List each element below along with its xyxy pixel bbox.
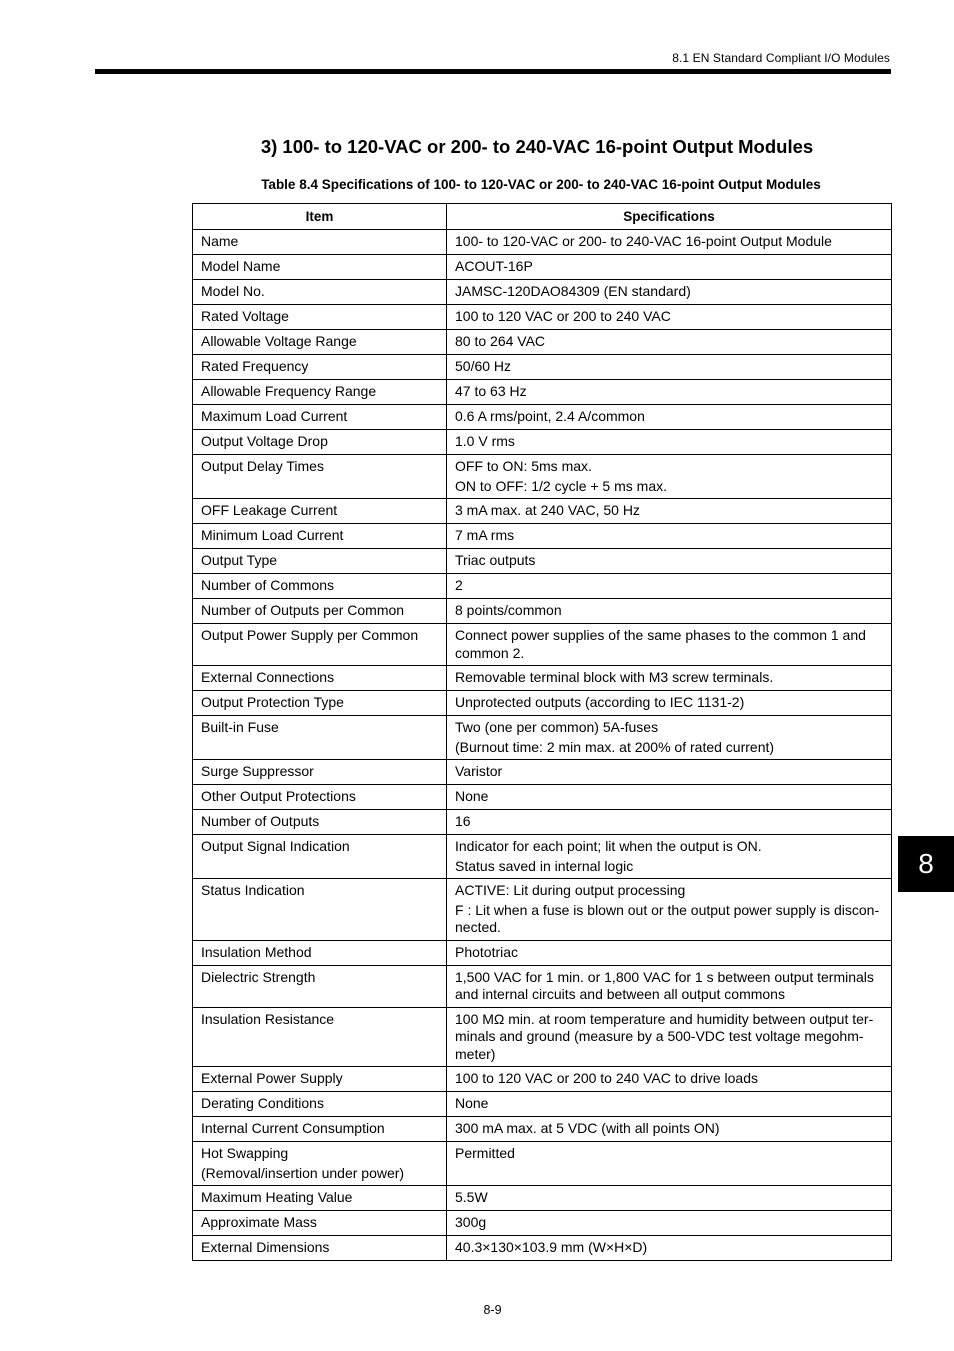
item-cell [193,1117,447,1142]
spec-text: 40.3×130×103.9 mm (W×H×D) [455,1239,648,1255]
item-cell [193,835,447,879]
item-cell [193,230,447,255]
item-text: Maximum Load Current [201,408,348,424]
item-cell [193,499,447,524]
item-text: Model No. [201,283,265,299]
table-row [193,785,892,810]
spec-cell [447,380,892,405]
item-text: Minimum Load Current [201,527,344,543]
item-text: Internal Current Consumption [201,1120,385,1136]
item-text: Status Indication [201,882,305,898]
table-row [193,524,892,549]
spec-cell [447,355,892,380]
spec-cell [447,666,892,691]
spec-text: Connect power supplies of the same phases to the common 1 and common 2. [455,627,866,661]
spec-cell [447,940,892,965]
page-number: 8-9 [483,1303,502,1317]
item-cell [193,1092,447,1117]
spec-text: 16 [455,813,471,829]
table-row [193,716,892,760]
item-cell [193,879,447,941]
spec-text: ON to OFF: 1/2 cycle + 5 ms max. [455,477,667,494]
spec-text: 1.0 V rms [455,433,515,449]
item-cell [193,330,447,355]
table-row [193,549,892,574]
table-row [193,1007,892,1067]
table-header-row [193,204,892,230]
item-text: Name [201,233,239,249]
item-cell [193,810,447,835]
item-text: Output Type [201,552,278,568]
item-text: Allowable Frequency Range [201,383,377,399]
item-cell [193,1007,447,1067]
spec-text: Phototriac [455,943,519,960]
table-row [193,1142,892,1186]
spec-text: 8 points/common [455,602,562,618]
spec-text: 300 mA max. at 5 VDC (with all points ON) [455,1120,720,1136]
spec-cell [447,1236,892,1261]
spec-text: 100 to 120 VAC or 200 to 240 VAC [455,308,671,324]
item-text: Other Output Protections [201,788,356,804]
table-row [193,691,892,716]
spec-cell [447,691,892,716]
table-row [193,599,892,624]
table-row [193,1067,892,1092]
table-row [193,305,892,330]
spec-cell [447,760,892,785]
table-row [193,405,892,430]
spec-cell [447,405,892,430]
item-text: Dielectric Strength [201,968,316,985]
spec-cell [447,716,892,760]
spec-cell [447,305,892,330]
item-text: Maximum Heating Value [201,1189,353,1205]
spec-cell [447,1007,892,1067]
item-cell [193,1236,447,1261]
spec-cell [447,574,892,599]
spec-cell [447,965,892,1007]
item-text: Rated Frequency [201,358,309,374]
table-row [193,835,892,879]
item-cell [193,455,447,499]
table-row [193,430,892,455]
item-text: Number of Outputs per Common [201,602,405,618]
spec-cell [447,499,892,524]
item-text: Approximate Mass [201,1214,317,1230]
spec-text: None [455,1095,489,1111]
item-cell [193,760,447,785]
spec-text: 100 to 120 VAC or 200 to 240 VAC to drive loads [455,1070,759,1086]
spec-cell [447,1092,892,1117]
spec-table [192,203,892,1261]
item-cell [193,355,447,380]
column-header-item: Item [193,204,447,230]
item-text: (Removal/insertion under power) [201,1164,405,1181]
spec-text: Removable terminal block with M3 screw terminals. [455,669,774,685]
chapter-tab: 8 [898,836,954,892]
spec-text: Permitted [455,1145,515,1161]
spec-cell [447,455,892,499]
spec-cell [447,1211,892,1236]
item-text: Number of Outputs [201,813,320,829]
spec-text: 100- to 120-VAC or 200- to 240-VAC 16-point Output Module [455,233,832,249]
item-text: External Dimensions [201,1239,330,1255]
table-row [193,810,892,835]
spec-text: OFF to ON: 5ms max. [455,458,592,474]
item-text: Output Protection Type [201,694,344,710]
spec-text: Status saved in internal logic [455,857,634,874]
spec-text: F : Lit when a fuse is blown out or the output power supply is discon-nected. [455,901,880,935]
item-text: Surge Suppressor [201,763,314,779]
item-text: Derating Conditions [201,1095,324,1111]
spec-cell [447,599,892,624]
spec-text: 47 to 63 Hz [455,383,527,399]
spec-text: 2 [455,577,463,593]
table-row [193,879,892,941]
item-text: External Power Supply [201,1070,343,1086]
item-cell [193,785,447,810]
table-row [193,965,892,1007]
item-text: Insulation Resistance [201,1010,335,1027]
item-cell [193,1067,447,1092]
table-row [193,1092,892,1117]
spec-text: 300g [455,1214,487,1230]
spec-cell [447,1142,892,1186]
item-text: Built-in Fuse [201,719,279,735]
item-text: Rated Voltage [201,308,289,324]
table-row [193,280,892,305]
spec-cell [447,785,892,810]
spec-cell [447,524,892,549]
table-body [193,230,892,1261]
item-text: Model Name [201,258,281,274]
item-cell [193,624,447,666]
spec-text: JAMSC-120DAO84309 (EN standard) [455,283,691,299]
table-row [193,1236,892,1261]
spec-cell [447,549,892,574]
spec-cell [447,280,892,305]
item-cell [193,380,447,405]
spec-text: Unprotected outputs (according to IEC 1131-2) [455,694,745,710]
item-cell [193,305,447,330]
spec-cell [447,330,892,355]
spec-cell [447,624,892,666]
table-row [193,255,892,280]
spec-cell [447,879,892,941]
item-text: OFF Leakage Current [201,502,338,518]
spec-text: Varistor [455,763,503,779]
item-cell [193,280,447,305]
table-row [193,355,892,380]
section-title: 3) 100- to 120-VAC or 200- to 240-VAC 16-point Output Modules [260,136,814,157]
table-row [193,380,892,405]
item-cell [193,255,447,280]
spec-text: ACOUT-16P [455,258,533,274]
item-cell [193,1211,447,1236]
spec-cell [447,1186,892,1211]
spec-cell [447,1067,892,1092]
item-text: Insulation Method [201,943,312,960]
spec-text: 5.5W [455,1189,488,1205]
spec-cell [447,835,892,879]
spec-text: 7 mA rms [455,527,515,543]
item-text: Output Delay Times [201,458,324,474]
spec-text: 50/60 Hz [455,358,512,374]
item-cell [193,430,447,455]
spec-text: 100 MΩ min. at room temperature and humidity between output ter-minals and ground (measure by a 500-VDC test voltage megohm-meter) [455,1010,874,1062]
item-cell [193,405,447,430]
item-cell [193,691,447,716]
table-caption: Table 8.4 Specifications of 100- to 120-VAC or 200- to 240-VAC 16-point Output Modules [261,177,821,192]
item-cell [193,1142,447,1186]
table-row [193,574,892,599]
table-row [193,1117,892,1142]
spec-text: Indicator for each point; lit when the output is ON. [455,838,762,854]
item-cell [193,549,447,574]
spec-cell [447,1117,892,1142]
running-header: 8.1 EN Standard Compliant I/O Modules [672,51,890,65]
item-cell [193,574,447,599]
item-cell [193,965,447,1007]
spec-text: Two (one per common) 5A-fuses [455,719,659,735]
table-row [193,230,892,255]
item-text: Output Power Supply per Common [201,627,419,643]
spec-text: ACTIVE: Lit during output processing [455,882,686,898]
spec-text: 80 to 264 VAC [455,333,546,349]
item-cell [193,716,447,760]
spec-text: (Burnout time: 2 min max. at 200% of rated current) [455,738,775,755]
spec-cell [447,255,892,280]
table-row [193,1186,892,1211]
spec-text: 1,500 VAC for 1 min. or 1,800 VAC for 1 s between output terminals and internal circuits and between all output commons [455,968,874,1002]
spec-text: None [455,788,489,804]
column-header-specifications: Specifications [447,204,892,230]
table-row [193,455,892,499]
item-cell [193,940,447,965]
spec-cell [447,230,892,255]
item-cell [193,524,447,549]
table-row [193,666,892,691]
spec-text: Triac outputs [455,552,536,568]
spec-cell [447,430,892,455]
table-row [193,624,892,666]
header-rule [95,69,891,74]
item-cell [193,666,447,691]
item-text: Allowable Voltage Range [201,333,357,349]
spec-text: 0.6 A rms/point, 2.4 A/common [455,408,645,424]
table-row [193,940,892,965]
table-row [193,330,892,355]
item-text: Number of Commons [201,577,335,593]
item-text: Hot Swapping [201,1145,289,1161]
table-row [193,760,892,785]
spec-text: 3 mA max. at 240 VAC, 50 Hz [455,502,640,518]
item-text: Output Signal Indication [201,838,350,854]
item-cell [193,1186,447,1211]
item-cell [193,599,447,624]
item-text: External Connections [201,669,335,685]
spec-cell [447,810,892,835]
table-row [193,1211,892,1236]
item-text: Output Voltage Drop [201,433,328,449]
table-row [193,499,892,524]
